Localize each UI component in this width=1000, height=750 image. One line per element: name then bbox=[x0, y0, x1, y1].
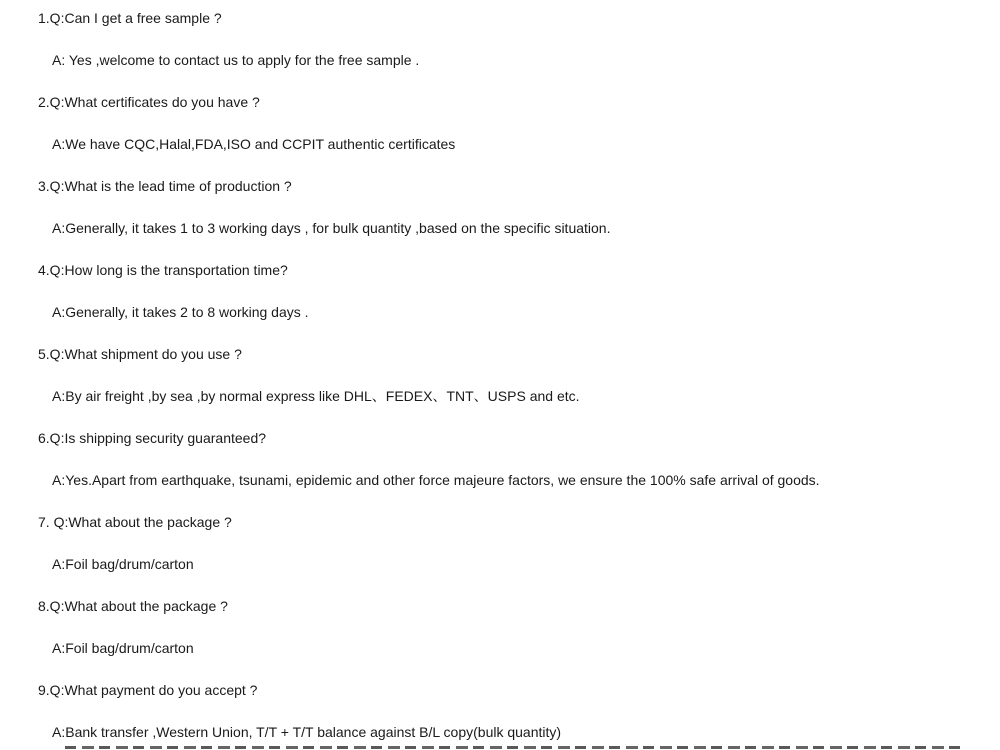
faq-question-4: 4.Q:How long is the transportation time? bbox=[38, 262, 288, 278]
clipped-next-line bbox=[65, 746, 965, 749]
faq-answer-5: A:By air freight ,by sea ,by normal express like DHL、FEDEX、TNT、USPS and etc. bbox=[52, 388, 580, 404]
faq-question-9: 9.Q:What payment do you accept ? bbox=[38, 682, 258, 698]
faq-question-1: 1.Q:Can I get a free sample ? bbox=[38, 10, 222, 26]
faq-answer-2: A:We have CQC,Halal,FDA,ISO and CCPIT authentic certificates bbox=[52, 136, 456, 152]
faq-question-7: 7. Q:What about the package ? bbox=[38, 514, 232, 530]
faq-question-2: 2.Q:What certificates do you have ? bbox=[38, 94, 260, 110]
faq-answer-4: A:Generally, it takes 2 to 8 working days . bbox=[52, 304, 309, 320]
faq-answer-6: A:Yes.Apart from earthquake, tsunami, epidemic and other force majeure factors, we ensure the 100% safe arrival of goods. bbox=[52, 472, 820, 488]
faq-question-8: 8.Q:What about the package ? bbox=[38, 598, 228, 614]
faq-answer-9: A:Bank transfer ,Western Union, T/T + T/T balance against B/L copy(bulk quantity) bbox=[52, 724, 562, 740]
faq-question-3: 3.Q:What is the lead time of production ? bbox=[38, 178, 292, 194]
faq-answer-1: A: Yes ,welcome to contact us to apply for the free sample . bbox=[52, 52, 420, 68]
faq-answer-3: A:Generally, it takes 1 to 3 working days , for bulk quantity ,based on the specific situation. bbox=[52, 220, 611, 236]
faq-question-6: 6.Q:Is shipping security guaranteed? bbox=[38, 430, 267, 446]
faq-question-5: 5.Q:What shipment do you use ? bbox=[38, 346, 242, 362]
faq-answer-8: A:Foil bag/drum/carton bbox=[52, 640, 194, 656]
faq-answer-7: A:Foil bag/drum/carton bbox=[52, 556, 194, 572]
